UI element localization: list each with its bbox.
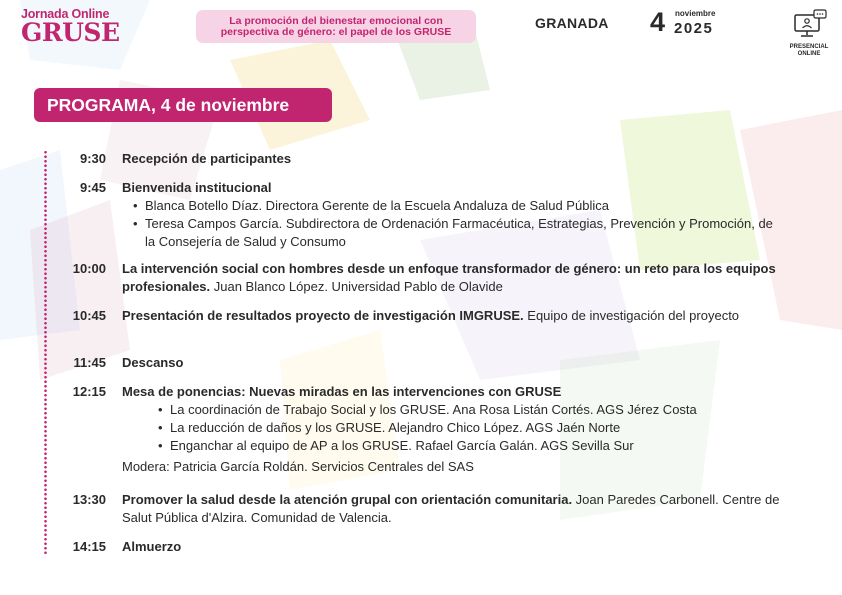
- program-title: PROGRAMA, 4 de noviembre: [47, 94, 290, 115]
- timeline-dotted-line: [44, 150, 47, 554]
- attendance-mode-text: [778, 44, 840, 58]
- agenda-item: [60, 383, 780, 491]
- talk-item: • La coordinación de Trabajo Social y los GRUSE. Ana Rosa Listán Cortés. AGS Jérez Costa: [122, 401, 780, 419]
- agenda-detail: Equipo de investigación del proyecto: [523, 308, 740, 323]
- agenda-time: 9:30: [79, 151, 106, 166]
- agenda-item: [60, 179, 780, 260]
- event-subtitle-pill: [196, 10, 476, 43]
- agenda-content: [122, 354, 780, 383]
- agenda-item: [60, 260, 780, 307]
- talk-item: • Enganchar al equipo de AP a los GRUSE. Rafael García Galán. AGS Sevilla Sur: [122, 437, 780, 455]
- agenda-content: [122, 383, 780, 491]
- agenda-content: [122, 538, 780, 560]
- agenda-title: Promover la salud desde la atención grupal con orientación comunitaria.: [122, 492, 573, 507]
- speaker-item: • Blanca Botello Díaz. Directora Gerente de la Escuela Andaluza de Salud Pública: [122, 197, 780, 215]
- agenda-time: 12:15: [72, 384, 106, 399]
- event-month: noviembre: [675, 9, 716, 18]
- agenda-item: [60, 307, 780, 354]
- agenda-content: [122, 307, 780, 354]
- agenda-time: 9:45: [79, 180, 106, 195]
- talk-list: [122, 401, 780, 455]
- agenda-title: Presentación de resultados proyecto de investigación IMGRUSE.: [122, 308, 524, 323]
- agenda-detail: Juan Blanco López. Universidad Pablo de Olavide: [210, 279, 503, 294]
- agenda-time: 10:00: [72, 261, 106, 276]
- brand-logo: [21, 7, 120, 45]
- agenda-title: Almuerzo: [122, 539, 182, 554]
- attendance-mode-line1: PRESENCIAL: [789, 44, 829, 50]
- event-year: 2025: [674, 20, 714, 37]
- agenda-time: 10:45: [72, 308, 106, 323]
- agenda-time: 14:15: [72, 539, 106, 554]
- speaker-item: • Teresa Campos García. Subdirectora de Ordenación Farmacéutica, Estrategias, Prevención y Promoción, de la Consejería de Salud y Consumo: [122, 215, 780, 251]
- agenda-item: [60, 150, 780, 179]
- moderator-text: Modera: Patricia García Roldán. Servicios Centrales del SAS: [122, 459, 474, 474]
- attendance-mode-line2: ONLINE: [797, 51, 821, 57]
- agenda-list: [60, 150, 780, 560]
- agenda-content: [122, 179, 780, 260]
- header: [0, 0, 842, 60]
- event-city: GRANADA: [535, 15, 609, 31]
- agenda-title: Recepción de participantes: [122, 151, 292, 166]
- agenda-content: [122, 491, 780, 538]
- event-subtitle: La promoción del bienestar emocional con perspectiva de género: el papel de los GRUSE: [220, 14, 452, 38]
- speaker-list: [122, 197, 780, 251]
- talk-item: • La reducción de daños y los GRUSE. Alejandro Chico López. AGS Jaén Norte: [122, 419, 780, 437]
- agenda-item: [60, 354, 780, 383]
- agenda-title: La intervención social con hombres desde un enfoque transformador de género: un reto para los equipos profesionales.: [122, 261, 776, 294]
- brand-top-text: Jornada Online: [21, 7, 110, 21]
- agenda-content: [122, 150, 780, 179]
- agenda-time: 13:30: [72, 492, 106, 507]
- attendance-mode-badge: [772, 4, 842, 62]
- agenda-title: Descanso: [122, 355, 184, 370]
- agenda-title: Bienvenida institucional: [122, 180, 272, 195]
- agenda-time: 11:45: [73, 355, 106, 370]
- agenda-item: [60, 491, 780, 538]
- event-day: 4: [650, 7, 666, 37]
- agenda-content: [122, 260, 780, 307]
- agenda-detail: Joan Paredes Carbonell. Centre de Salut Pública d'Alzira. Comunidad de Valencia.: [122, 492, 780, 525]
- agenda-title: Mesa de ponencias: Nuevas miradas en las intervenciones con GRUSE: [122, 384, 562, 399]
- brand-main-text: GRUSE: [21, 18, 120, 47]
- agenda-item: [60, 538, 780, 560]
- computer-presentation-icon: [792, 9, 828, 41]
- program-title-pill: [34, 88, 332, 122]
